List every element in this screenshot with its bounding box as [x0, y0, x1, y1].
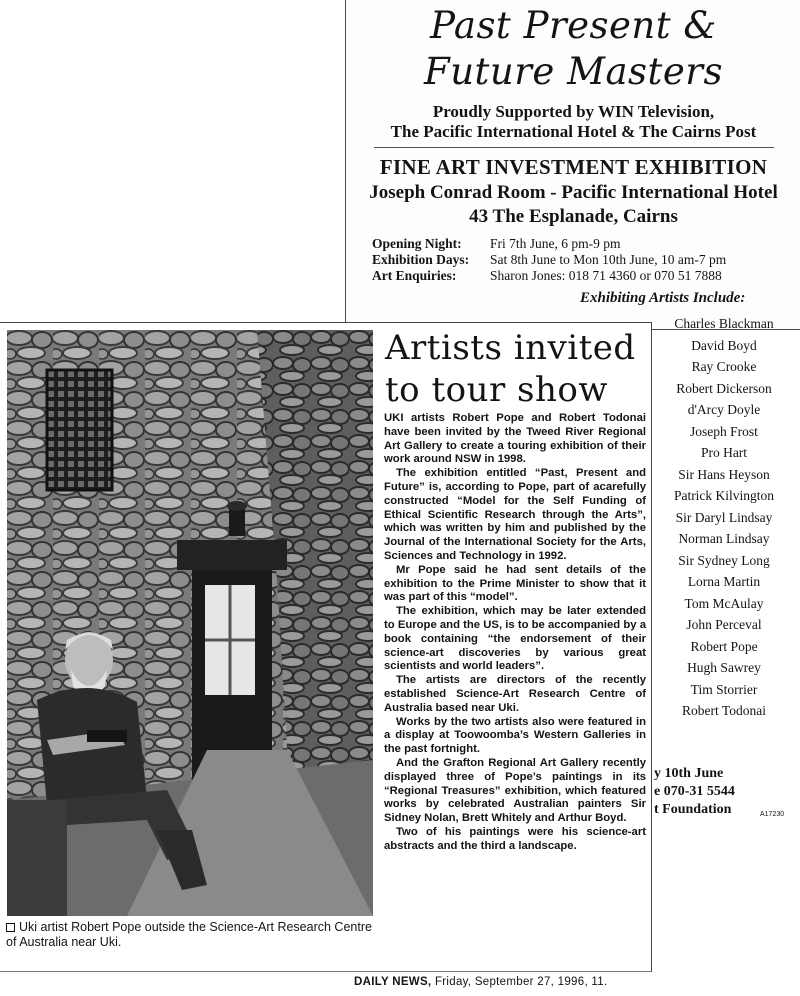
ad-detail-label: Opening Night:: [372, 236, 462, 251]
artist-name: Joseph Frost: [690, 423, 758, 439]
artist-name: Charles Blackman: [674, 316, 774, 331]
article-paragraph: The exhibition entitled “Past, Present and Future” is, according to Pope, part of acarefully constructed “Model for the Self Funding of Ethical Scientific Research through the Arts”, which was written by him and published by the Journal of the International Society for the Arts, Sciences and Technology in 1992.: [384, 467, 646, 562]
ad-address: 43 The Esplanade, Cairns: [469, 206, 678, 227]
artist-name: Lorna Martin: [687, 574, 761, 589]
artist-name: d'Arcy Doyle: [687, 402, 761, 417]
newspaper-name: DAILY NEWS,: [354, 976, 432, 988]
ad-details: [372, 236, 726, 284]
artists-heading: Exhibiting Artists Include:: [580, 290, 746, 306]
artist-name: Robert Todonai: [682, 703, 766, 718]
article-body: [384, 412, 646, 854]
article-headline-line2: to tour show: [385, 370, 608, 410]
ad-fragment-line1: y 10th June: [654, 766, 724, 781]
ad-title-line1: Past Present &: [430, 4, 717, 47]
ad-detail-label: Art Enquiries:: [372, 268, 457, 283]
newspaper-footer: [354, 976, 607, 988]
ad-detail-opening: [372, 236, 726, 252]
artist-name: Sir Hans Heyson: [678, 466, 770, 482]
article-paragraph: The exhibition, which may be later extended to Europe and the US, is to be accompanied by a book containing “the endorsement of their science-art discoveries by various great scientists and world leaders”.: [384, 605, 646, 673]
article-paragraph: Works by the two artists also were featured in a display at Toowoomba’s Western Galleries in the past fortnight.: [384, 715, 646, 756]
artist-name: John Perceval: [686, 617, 762, 632]
article-paragraph: Mr Pope said he had sent details of the exhibition to the Prime Minister to show that it was part of this “model”.: [384, 563, 646, 604]
ad-detail-value: Sat 8th June to Mon 10th June, 10 am-7 pm: [490, 252, 727, 267]
article-photo: [7, 330, 373, 916]
article-paragraph: Two of his paintings were his science-art abstracts and the third a landscape.: [384, 825, 646, 852]
ad-sponsors-line1: Proudly Supported by WIN Television,: [432, 102, 715, 121]
artist-name: Tim Storrier: [690, 681, 758, 697]
ad-fragment-line2: e 070-31 5544: [654, 784, 735, 799]
artist-name: Sir Sydney Long: [678, 552, 770, 568]
article-paragraph: The artists are directors of the recently established Science-Art Research Centre of Australia based near Uki.: [384, 674, 646, 714]
ad-detail-enquiries: [372, 268, 726, 284]
ad-event-heading: FINE ART INVESTMENT EXHIBITION: [379, 155, 768, 179]
artist-name: Norman Lindsay: [678, 531, 770, 546]
artist-name: Sir Daryl Lindsay: [675, 509, 773, 525]
article-headline-line1: Artists invited: [385, 328, 636, 368]
photo-caption: [6, 920, 374, 949]
artist-name: Ray Crooke: [691, 359, 757, 374]
ad-detail-exhibition-days: [372, 252, 726, 268]
ad-venue: Joseph Conrad Room - Pacific International Hotel: [369, 182, 778, 203]
artist-name: Pro Hart: [700, 445, 748, 460]
artist-name: Robert Dickerson: [676, 380, 772, 396]
article-paragraph: And the Grafton Regional Art Gallery recently displayed three of Pope’s paintings in its “Regional Treasures” exhibition, which featured works by celebrated Australian painters Sir Sidney Nolan, Brett Whitely and Arthur Boyd.: [384, 756, 646, 825]
ad-detail-value: Fri 7th June, 6 pm-9 pm: [490, 236, 621, 251]
ad-fragment-line3: t Foundation: [654, 802, 732, 817]
artist-name: David Boyd: [691, 337, 757, 353]
artist-name: Hugh Sawrey: [687, 660, 761, 675]
artist-name: Patrick Kilvington: [673, 488, 775, 503]
ad-detail-label: Exhibition Days:: [372, 252, 470, 267]
caption-text: Uki artist Robert Pope outside the Science-Art Research Centre of Australia near Uki.: [6, 920, 372, 949]
artists-list: [656, 316, 792, 725]
exhibition-advertisement: [345, 0, 800, 330]
caption-box-icon: [6, 923, 15, 932]
ad-divider: [374, 147, 774, 148]
newspaper-date: Friday, September 27, 1996, 11.: [434, 976, 608, 988]
article-paragraph: UKI artists Robert Pope and Robert Todonai have been invited by the Tweed River Regional Art Gallery to create a touring exhibition of their work around NSW in 1998.: [384, 412, 646, 466]
ad-sponsors-line2: The Pacific International Hotel & The Cairns Post: [390, 122, 757, 141]
artist-name: Tom McAulay: [684, 595, 764, 611]
ad-reference-code: A17230: [760, 811, 785, 818]
ad-detail-value: Sharon Jones: 018 71 4360 or 070 51 7888: [490, 268, 722, 283]
ad-title-line2: Future Masters: [424, 50, 723, 93]
artist-name: Robert Pope: [690, 638, 758, 654]
